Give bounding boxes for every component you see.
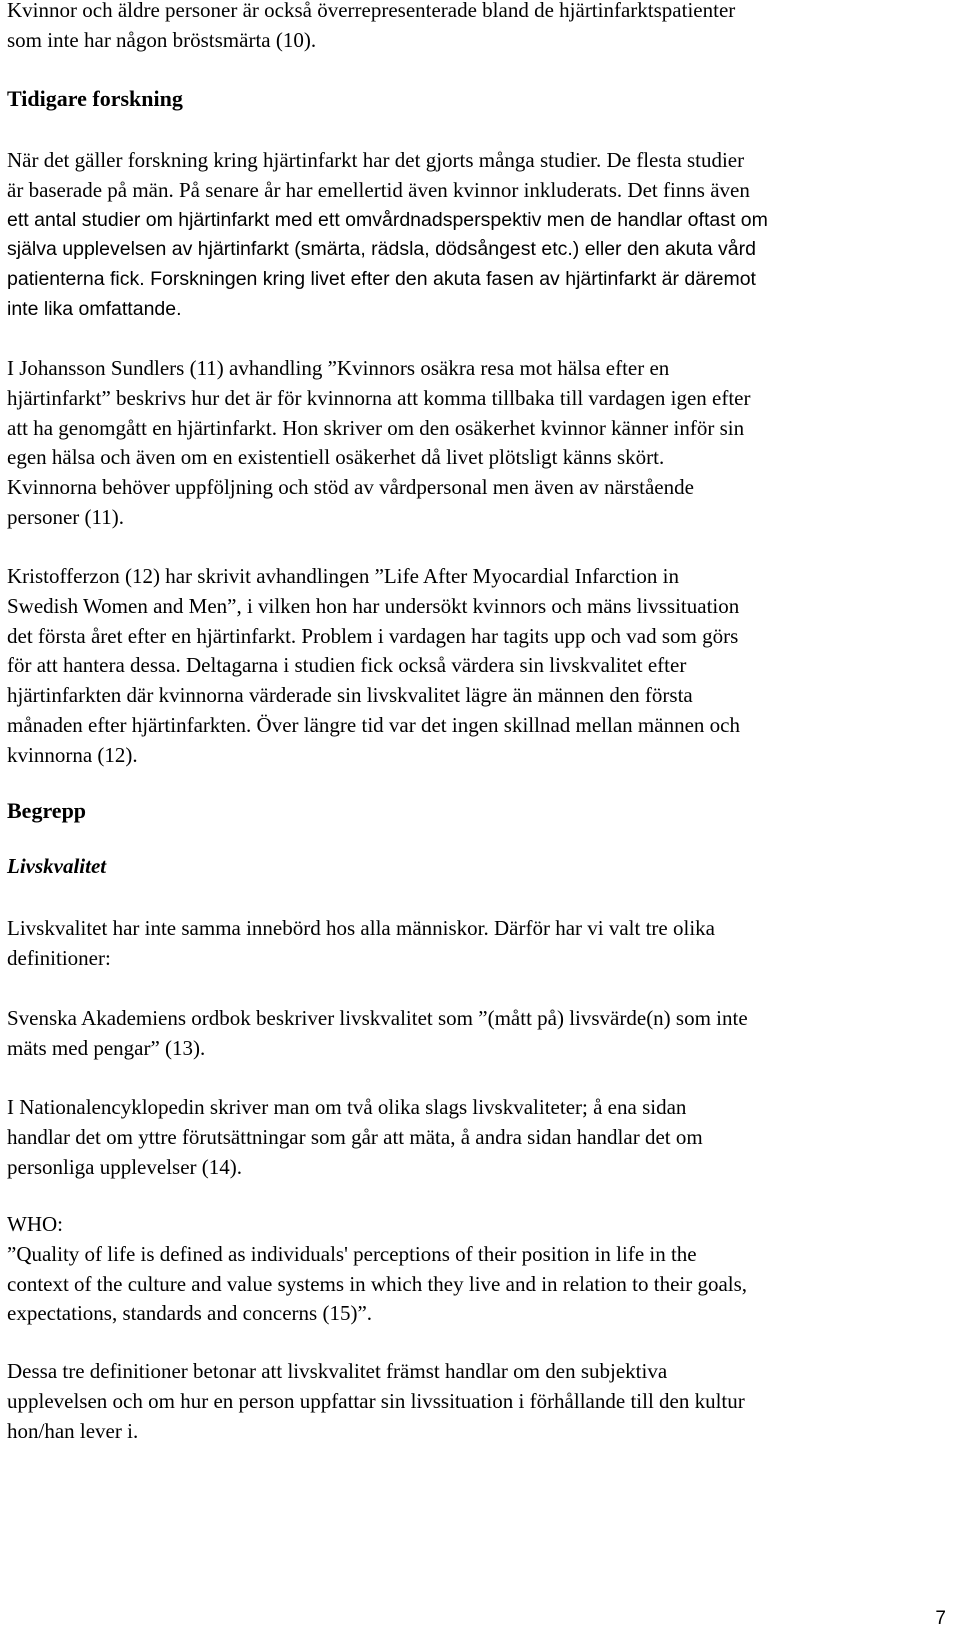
text-line: hon/han lever i.	[7, 1418, 139, 1443]
concepts-paragraph-1	[7, 914, 953, 974]
concepts-paragraph-3	[7, 1093, 953, 1182]
text-line: kvinnorna (12).	[7, 742, 138, 767]
text-line: hjärtinfarkt” beskrivs hur det är för kvinnorna att komma tillbaka till vardagen igen efter	[7, 385, 751, 410]
text-line: själva upplevelsen av hjärtinfarkt (smärta, rädsla, dödsångest etc.) eller den akuta vård	[7, 238, 756, 261]
text-line: ”Quality of life is defined as individuals' perceptions of their position in life in the	[7, 1241, 697, 1266]
text-line: ett antal studier om hjärtinfarkt med ett omvårdnadsperspektiv men de handlar oftast om	[7, 208, 768, 231]
text-line: handlar det om yttre förutsättningar som går att mäta, å andra sidan handlar det om	[7, 1124, 703, 1149]
text-line: egen hälsa och även om en existentiell osäkerhet då livet plötsligt känns skört.	[7, 445, 665, 470]
text-line: patienterna fick. Forskningen kring livet efter den akuta fasen av hjärtinfarkt är däremot	[7, 268, 756, 291]
text-line: för att hantera dessa. Deltagarna i studien fick också värdera sin livskvalitet efter	[7, 653, 687, 678]
text-line: hjärtinfarkten där kvinnorna värderade sin livskvalitet lägre än männen den första	[7, 683, 693, 708]
text-line: Kvinnor och äldre personer är också överrepresenterade bland de hjärtinfarktspatienter	[7, 0, 736, 22]
text-line: Svenska Akademiens ordbok beskriver livskvalitet som ”(mått på) livsvärde(n) som inte	[7, 1006, 748, 1030]
text-line: inte lika omfattande.	[7, 297, 182, 320]
text-line: är baserade på män. På senare år har emellertid även kvinnor inkluderats. Det finns även	[7, 177, 750, 202]
text-line: I Nationalencyklopedin skriver man om två olika slags livskvaliteter; å ena sidan	[7, 1095, 687, 1119]
prior-research-paragraph-3	[7, 562, 953, 771]
text-line: Kristofferzon (12) har skrivit avhandlingen ”Life After Myocardial Infarction in	[7, 564, 679, 588]
section-heading-prior-research: Tidigare forskning	[7, 86, 183, 111]
concepts-paragraph-who	[7, 1210, 953, 1329]
section-heading-concepts: Begrepp	[7, 798, 87, 823]
text-line: expectations, standards and concerns (15)”.	[7, 1301, 373, 1326]
text-line: upplevelsen och om hur en person uppfattar sin livssituation i förhållande till den kultur	[7, 1388, 745, 1413]
prior-research-paragraph-2	[7, 354, 953, 533]
text-line: Livskvalitet har inte samma innebörd hos alla människor. Därför har vi valt tre olika	[7, 916, 715, 940]
text-line: månaden efter hjärtinfarkten. Över längre tid var det ingen skillnad mellan männen och	[7, 712, 740, 737]
text-line: När det gäller forskning kring hjärtinfarkt har det gjorts många studier. De flesta studier	[7, 148, 745, 172]
text-line: WHO:	[7, 1212, 63, 1236]
subheading-quality-of-life: Livskvalitet	[7, 854, 107, 878]
text-line: personliga upplevelser (14).	[7, 1154, 243, 1179]
intro-paragraph	[7, 0, 953, 56]
text-line: definitioner:	[7, 945, 111, 970]
concepts-paragraph-5	[7, 1357, 953, 1446]
text-line: att ha genomgått en hjärtinfarkt. Hon skriver om den osäkerhet kvinnor känner inför sin	[7, 415, 745, 440]
text-line: Kvinnorna behöver uppföljning och stöd av vårdpersonal men även av närstående	[7, 475, 694, 500]
text-line: context of the culture and value systems in which they live and in relation to their goals,	[7, 1271, 748, 1296]
text-line: I Johansson Sundlers (11) avhandling ”Kvinnors osäkra resa mot hälsa efter en	[7, 356, 670, 380]
page-number: 7	[935, 1608, 946, 1629]
text-line: personer (11).	[7, 504, 125, 529]
text-line: som inte har någon bröstsmärta (10).	[7, 27, 317, 52]
text-line: det första året efter en hjärtinfarkt. Problem i vardagen har tagits upp och vad som görs	[7, 623, 739, 648]
text-line: mäts med pengar” (13).	[7, 1035, 206, 1060]
text-line: Dessa tre definitioner betonar att livskvalitet främst handlar om den subjektiva	[7, 1359, 668, 1383]
prior-research-paragraph-1	[7, 146, 953, 325]
concepts-paragraph-2	[7, 1004, 953, 1064]
text-line: Swedish Women and Men”, i vilken hon har undersökt kvinnors och mäns livssituation	[7, 593, 740, 618]
document-page	[7, 0, 953, 1641]
